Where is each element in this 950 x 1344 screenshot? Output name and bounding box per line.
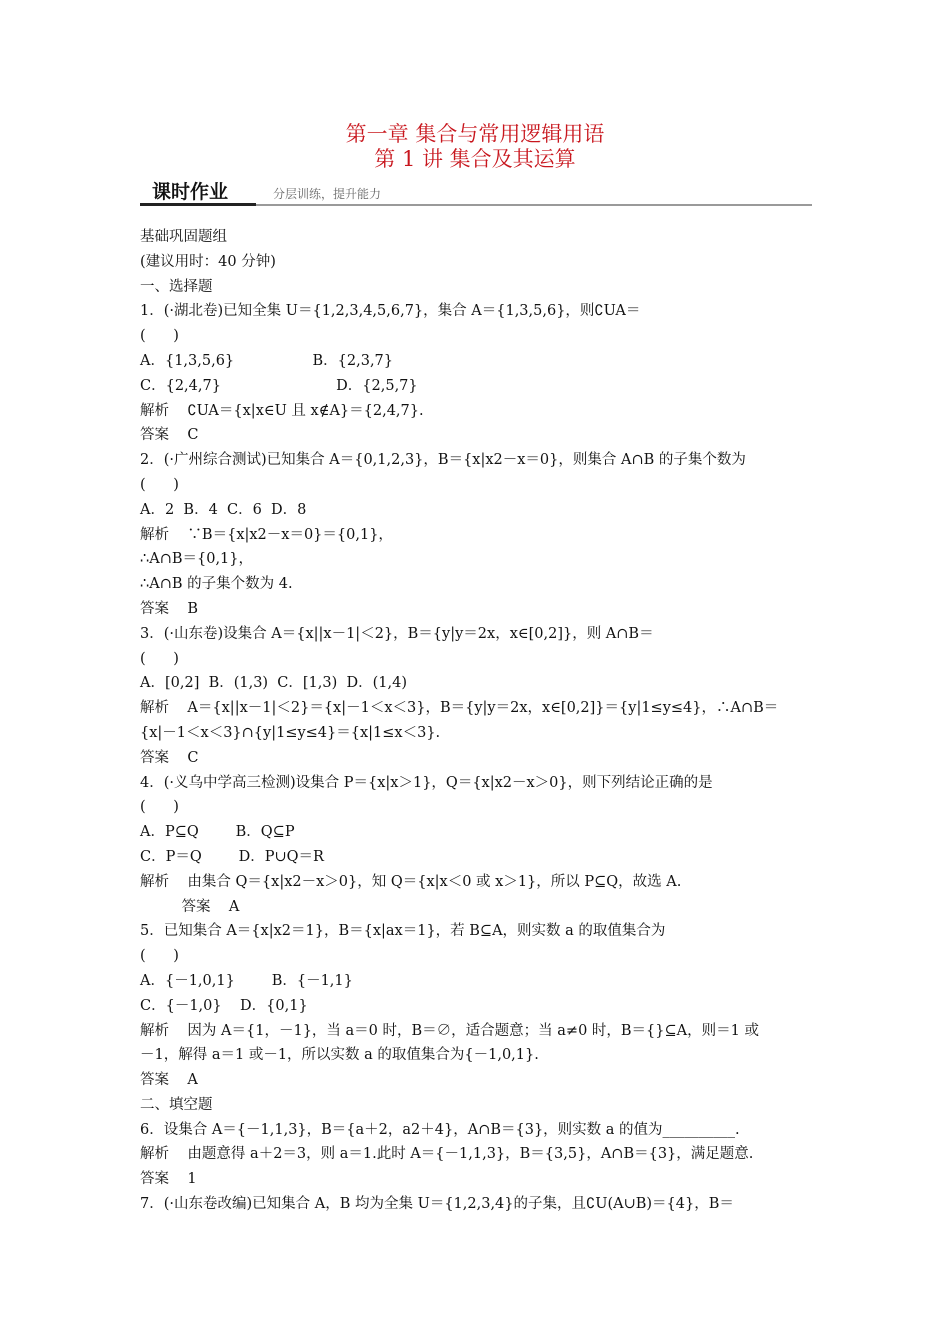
text-line: 5．已知集合 A＝{x|x2＝1}，B＝{x|ax＝1}，若 B⊆A，则实数 a 的取值集合为 [140,923,666,940]
text-line: A．[0,2] B．(1,3) C．[1,3) D．(1,4) [140,675,407,692]
text-line: 答案 C [140,427,199,444]
text-line: 二、填空题 [140,1096,213,1113]
text-line: ( ) [140,948,179,965]
text-line: A．2 B．4 C．6 D．8 [140,501,307,518]
text-line: ( ) [140,799,179,816]
homework-band [140,180,812,208]
chapter-title: 第一章 集合与常用逻辑用语 [345,122,605,146]
text-line: A．{1,3,5,6} B．{2,3,7} [140,352,394,369]
text-line: 答案 1 [140,1171,197,1188]
text-line: ( ) [140,328,179,345]
text-line: 答案 A [140,898,240,915]
text-line: 解析 由题意得 a＋2＝3，则 a＝1.此时 A＝{－1,1,3}，B＝{3,5}，A∩B＝{3}，满足题意. [140,1146,754,1163]
text-line: 3．(·山东卷)设集合 A＝{x||x－1|＜2}，B＝{y|y＝2x，x∈[0,2]}，则 A∩B＝ [140,625,654,642]
text-line: 7．(·山东卷改编)已知集合 A，B 均为全集 U＝{1,2,3,4}的子集，且∁U(A∪B)＝{4}，B＝ [140,1196,734,1213]
text-line: 6．设集合 A＝{－1,1,3}，B＝{a＋2，a2＋4}，A∩B＝{3}，则实数 a 的值为__________. [140,1121,740,1138]
text-line: 基础巩固题组 [140,229,227,245]
text-line: A．{－1,0,1} B．{－1,1} [140,972,353,989]
text-line: C．{2,4,7} D．{2,5,7} [140,377,418,394]
text-line: －1，解得 a＝1 或－1，所以实数 a 的取值集合为{－1,0,1}. [140,1047,539,1064]
lesson-title: 第 1 讲 集合及其运算 [374,147,576,171]
text-line: ( ) [140,476,179,493]
text-line: 答案 A [140,1072,198,1089]
text-line: 答案 B [140,600,199,617]
text-line: 4．(·义乌中学高三检测)设集合 P＝{x|x＞1}，Q＝{x|x2－x＞0}，则下列结论正确的是 [140,774,713,791]
text-line: C．P＝Q D．P∪Q＝R [140,848,324,865]
text-line: 解析 ∵B＝{x|x2－x＝0}＝{0,1}， [140,526,393,543]
text-line: 解析 ∁UA＝{x|x∈U 且 x∉A}＝{2,4,7}. [140,402,424,419]
text-line: 解析 A＝{x||x－1|＜2}＝{x|－1＜x＜3}，B＝{y|y＝2x，x∈[0,2]}＝{y|1≤y≤4}，∴A∩B＝ [140,700,779,717]
text-line: {x|－1＜x＜3}∩{y|1≤y≤4}＝{x|1≤x＜3}. [140,724,441,741]
text-line: 答案 C [140,749,199,766]
text-line: ( ) [140,650,179,667]
text-line: A．P⊆Q B．Q⊆P [140,824,295,841]
homework-subtitle: 分层训练，提升能力 [273,187,382,201]
text-line: 2．(·广州综合测试)已知集合 A＝{0,1,2,3}，B＝{x|x2－x＝0}，则集合 A∩B 的子集个数为 [140,452,746,469]
text-line: 一、选择题 [140,278,213,295]
text-line: ∴A∩B＝{0,1}， [140,551,254,568]
text-line: C．{－1,0} D．{0,1} [140,997,308,1014]
band-underline [140,203,256,206]
text-line: 解析 由集合 Q＝{x|x2－x＞0}，知 Q＝{x|x＜0 或 x＞1}，所以 P⊆Q，故选 A. [140,873,682,890]
homework-label: 课时作业 [152,181,229,203]
text-line: ∴A∩B 的子集个数为 4. [140,576,293,593]
text-line: 解析 因为 A＝{1，－1}，当 a＝0 时，B＝∅，适合题意；当 a≠0 时，B＝{}⊆A，则＝1 或 [140,1022,759,1039]
text-line: (建议用时：40 分钟) [140,253,276,270]
text-line: 1．(·湖北卷)已知全集 U＝{1,2,3,4,5,6,7}，集合 A＝{1,3,5,6}，则∁UA＝ [140,303,641,320]
exercise-body [140,225,812,1217]
